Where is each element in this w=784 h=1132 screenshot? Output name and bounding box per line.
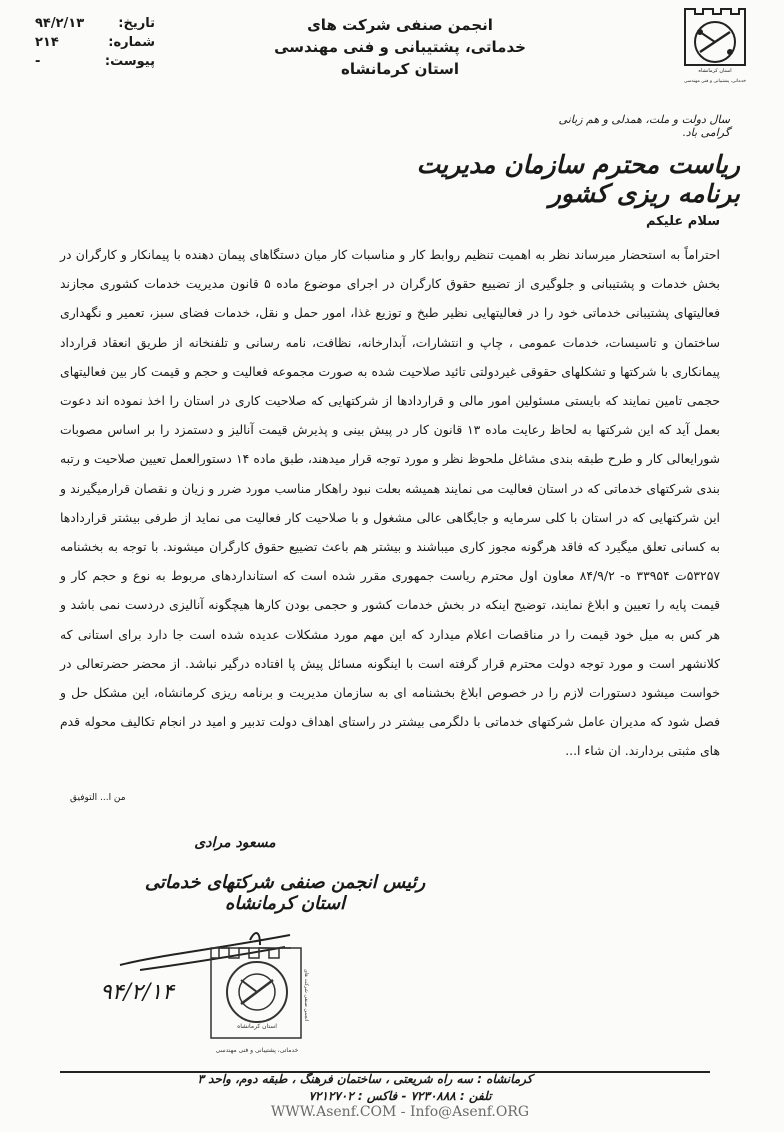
signatory-name: مسعود مرادی	[194, 835, 276, 851]
official-stamp	[205, 940, 310, 1060]
logo-caption: استان کرمانشاه	[698, 68, 732, 74]
signatory-title: رئیس انجمن صنفی شرکتهای خدماتی استان کرمانشاه	[144, 872, 426, 914]
footer-phone: تلفن : ۷۲۳۰۸۸۸ - فاکس : ۷۲۱۲۷۰۲	[308, 1089, 492, 1103]
association-logo	[682, 6, 748, 86]
recipient-heading: ریاست محترم سازمان مدیریت برنامه ریزی کشور	[416, 150, 740, 208]
number-value: ۲۱۴	[35, 35, 59, 50]
org-line-2: خدماتی، پشتیبانی و فنی مهندسی	[274, 38, 526, 56]
footer-website: WWW.Asenf.COM - Info@Asenf.ORG	[270, 1104, 530, 1120]
organization-name	[250, 14, 550, 80]
org-line-3: استان کرمانشاه	[340, 60, 460, 78]
handwritten-date: ۹۴/۲/۱۴	[100, 980, 174, 1005]
footer-address: کرمانشاه : سه راه شریعتی ، ساختمان فرهنگ ، طبقه دوم، واحد ۳	[197, 1072, 533, 1086]
date-label: تاریخ:	[118, 16, 155, 31]
letter-body: احتراماً به استحضار میرساند نظر به اهمیت تنظیم روابط کار و مناسبات کار میان دستگاهای پیمان دهنده با پیمانکار و کارگران در بخش خدمات و پشتیبانی و جلوگیری از تضییع حقوق کارگران در اجرای موضوع ماده ۵ قانون مدیریت خدمات کشوری مجازند فعالیتهای پشتیبانی خدماتی خود را در فعالیتهایی نظیر طبخ و توزیع غذا، امور حمل و نقل، خدمات فضای سبز، تعمیر و نگهداری ساختمان و تاسیسات، خدمات عمومی ، چاپ و انتشارات، آبدارخانه، نظافت، نامه رسانی و تلفنخانه از طریق انعقاد قرارداد پیمانکاری با شرکتها و تشکلهای حقوقی غیردولتی تائید صلاحیت شده به صورت مجموعه فعالیت و حجم و قیمت کار بین فعالیتهای حجمی تامین نمایند که بایستی مسئولین امور مالی و قراردادها از شرکتهایی که صلاحیت کاری در استان را اخذ نموده اند دعوت بعمل آید که این شرکتها به لحاظ رعایت ماده ۱۳ قانون کار در پیش بینی و پذیرش قیمت آنالیز و دستمزد را بر اساس مصوبات شورایعالی کار و طرح طبقه بندی مشاغل ملحوظ نظر و مورد توجه قرار میدهند، طبق ماده ۱۴ دستورالعمل تعیین صلاحیت و رتبه بندی شرکتهای خدماتی که در استان فعالیت می نمایند همیشه بعلت نبود راهکار مناسب مورد ضرر و زیان و نقصان قرارمیگیرند و این شرکتهایی که در استان با کلی سرمایه و جایگاهی عالی مشغول و با صلاحیت کار فعالیت می نماید از طرفی بیشتر قراردادها به کسانی تعلق میگیرد که فاقد هرگونه مجوز کاری میباشند و بیشتر هم باعث تضییع حقوق کارگران میشوند. با توجه به بخشنامه ۵۳۲۵۷ت ۳۳۹۵۴ ه- ۸۴/۹/۲ معاون اول محترم ریاست جمهوری مقرر شده است که استانداردهای مربوط به نوع و حجم کار و قیمت پایه را تعیین و ابلاغ نمایند، توضیح اینکه در بخش خدمات کشور و حجمی بودن کارها هیچگونه آنالیزی دردست نمی باشد و هر کس به میل خود قیمت را در مناقصات اعلام میدارد که این مهم مورد مشکلات عدیده شده است جا دارد برای استانی که کلانشهر است و مورد توجه دولت محترم قرار گرفته است با اینگونه مسائل پیش پا افتاده درگیر نباشد. از محضر حضرتعالی در خواست میشود دستورات لازم را در خصوص ابلاغ بخشنامه ای به سازمان مدیریت و برنامه ریزی کرمانشاه، این مشکل حل و فصل شود که مدیران عامل شرکتهای خدماتی با دلگرمی بیشتر در راستای اهداف دولت تدبیر و امید در انجام تکالیف محوله قدم های مثبتی بردارند. ان شاء ا...	[60, 247, 721, 759]
greeting: سلام علیکم	[646, 214, 720, 229]
attachment-value: -	[35, 54, 41, 69]
year-slogan: سال دولت و ملت، همدلی و هم زبانی گرامی باد.	[558, 113, 730, 139]
org-line-1: انجمن صنفی شرکت های	[307, 16, 493, 34]
letter-metadata	[35, 14, 155, 71]
logo-caption-sub: خدماتی، پشتیبانی و فنی مهندسی	[684, 79, 746, 84]
stamp-bottom-text: خدماتی، پشتیبانی و فنی مهندسی	[215, 1047, 299, 1054]
number-label: شماره:	[108, 35, 155, 50]
closing-note: من ا... التوفیق	[70, 793, 126, 803]
stamp-center-text: استان کرمانشاه	[237, 1023, 277, 1030]
attachment-label: پیوست:	[104, 54, 155, 69]
stamp-ring-text: انجمن صنفی شرکت های	[303, 968, 309, 1022]
date-value: ۹۴/۲/۱۳	[35, 16, 85, 31]
